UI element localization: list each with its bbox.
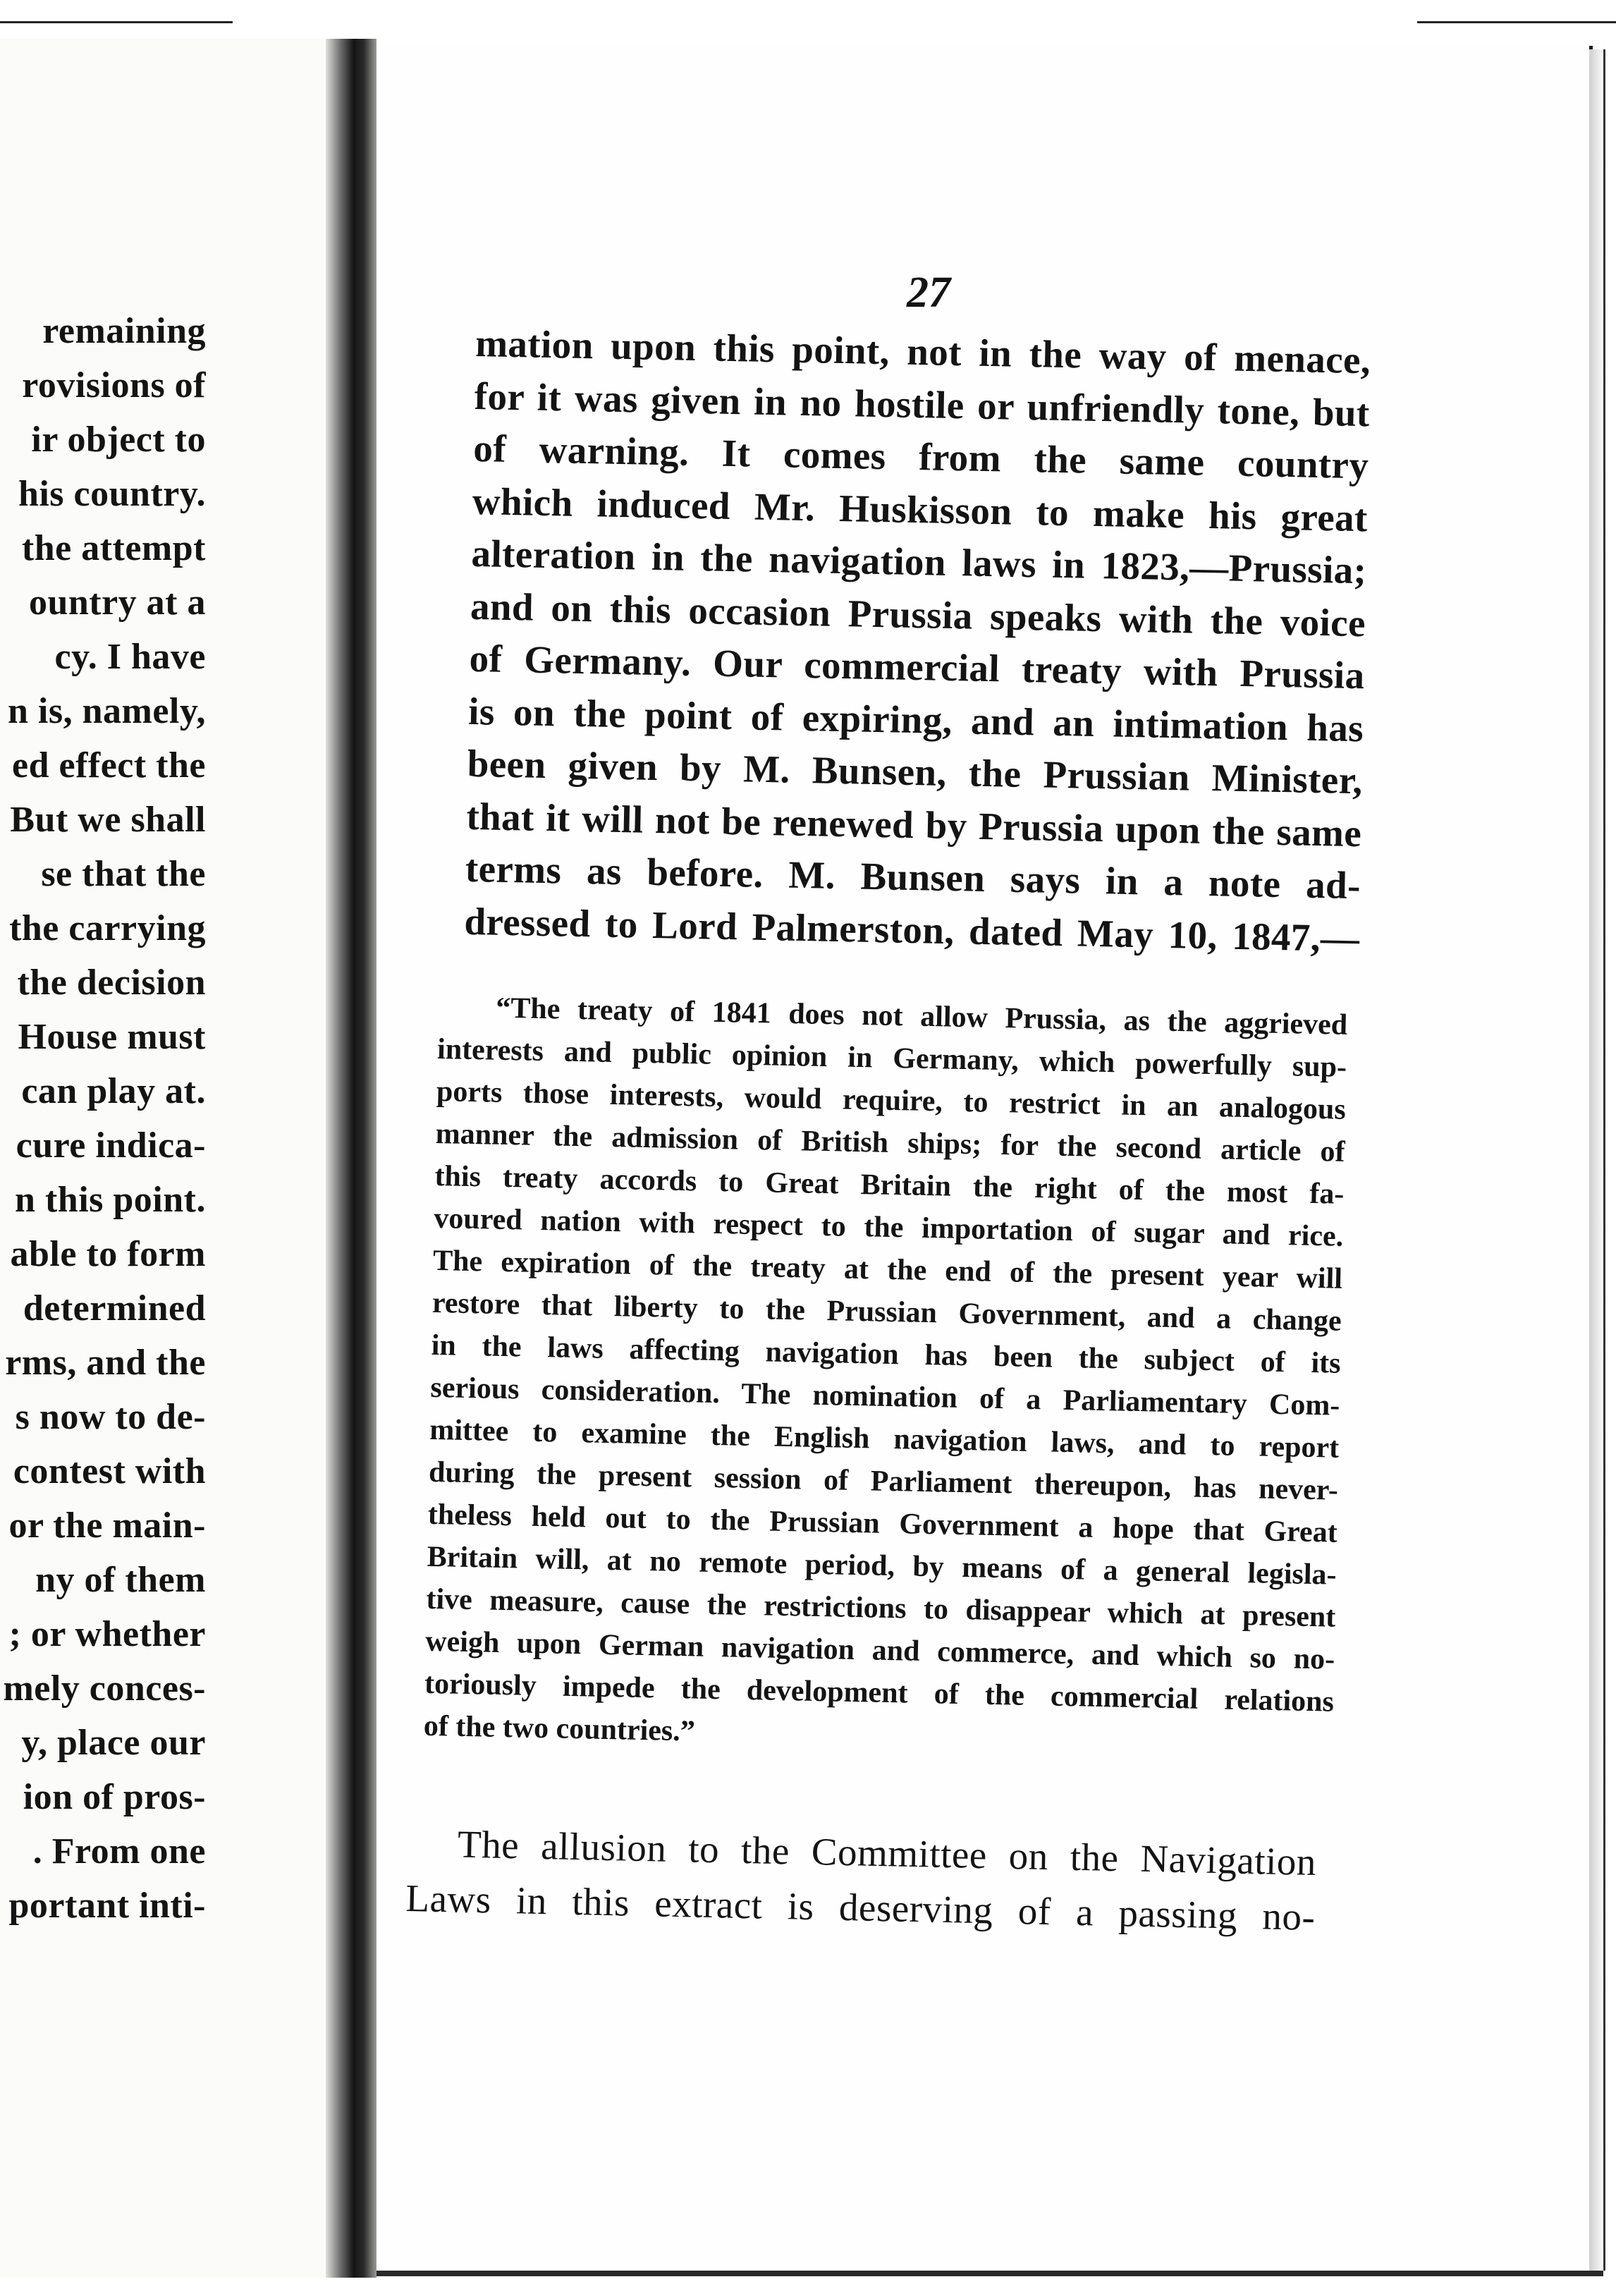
- left-line: remaining: [42, 311, 206, 351]
- body-line: alteration in the navigation laws in 1823,—Prussia;: [470, 531, 1367, 592]
- left-page: [0, 39, 326, 2278]
- left-line: contest with: [13, 1451, 206, 1491]
- quote-line: tive measure, cause the restrictions to disappear which at present: [426, 1582, 1336, 1634]
- body-paragraph: [464, 317, 1371, 965]
- body-line: that it will not be renewed by Prussia upon the same: [465, 794, 1362, 855]
- left-line: cure indica-: [16, 1125, 206, 1166]
- left-line: the attempt: [21, 528, 206, 568]
- closing-paragraph: [405, 1816, 1317, 1945]
- body-line: which induced Mr. Huskisson to make his great: [472, 479, 1369, 539]
- left-line: ny of them: [35, 1560, 206, 1600]
- page-number: 27: [907, 269, 950, 317]
- page-edge: [1589, 49, 1605, 2271]
- left-line: n is, namely,: [8, 691, 206, 731]
- left-line: ion of pros-: [23, 1777, 206, 1817]
- book-gutter-shadow: [326, 39, 377, 2278]
- body-line: of warning. It comes from the same country: [472, 426, 1369, 487]
- body-line: of Germany. Our commercial treaty with Prussia: [469, 636, 1366, 697]
- left-line: rovisions of: [22, 365, 206, 405]
- scan-frame-line-left: [0, 21, 233, 23]
- left-line: n this point.: [15, 1180, 206, 1220]
- left-line: se that the: [41, 854, 206, 894]
- page-bottom-edge: [377, 2271, 1603, 2276]
- left-line: ; or whether: [8, 1614, 206, 1654]
- quote-line: The expiration of the treaty at the end of the present year will: [432, 1244, 1343, 1295]
- quote-line: theless held out to the Prussian Government a hope that Great: [427, 1498, 1338, 1549]
- left-line: ountry at a: [28, 582, 206, 623]
- quote-line: weigh upon German navigation and commerce, and which so no-: [424, 1625, 1335, 1676]
- quote-line: toriously impede the development of the commercial relations: [424, 1667, 1335, 1718]
- left-line: the carrying: [9, 908, 206, 948]
- body-line: and on this occasion Prussia speaks with the voice: [470, 584, 1366, 645]
- quote-line: this treaty accords to Great Britain the right of the most fa-: [434, 1159, 1345, 1211]
- body-line: been given by M. Bunsen, the Prussian Minister,: [467, 741, 1364, 802]
- left-line: determined: [23, 1288, 206, 1329]
- quote-line: ports those interests, would require, to restrict in an analogous: [436, 1075, 1347, 1126]
- closing-line: Laws in this extract is deserving of a passing no-: [405, 1876, 1316, 1938]
- left-line: ir object to: [31, 420, 206, 460]
- left-line: rms, and the: [5, 1343, 206, 1383]
- quote-line: “The treaty of 1841 does not allow Prussia, as the aggrieved: [495, 991, 1348, 1042]
- body-line: dressed to Lord Palmerston, dated May 10, 1847,—: [463, 899, 1360, 960]
- quote-line: during the present session of Parliament thereupon, has never-: [428, 1455, 1339, 1507]
- left-line: cy. I have: [54, 637, 206, 677]
- left-line: mely conces-: [3, 1668, 206, 1709]
- scan-frame-top: [0, 0, 1616, 20]
- left-line: his country.: [18, 474, 206, 514]
- left-line: the decision: [17, 963, 206, 1003]
- quote-line: manner the admission of British ships; for the second article of: [435, 1117, 1345, 1168]
- body-line: is on the point of expiring, and an intimation has: [467, 689, 1364, 750]
- left-line: . From one: [32, 1831, 206, 1871]
- left-line: ed effect the: [11, 745, 206, 786]
- left-line: able to form: [10, 1234, 206, 1274]
- block-quote: [423, 986, 1347, 1766]
- closing-line: The allusion to the Committee on the Navigation: [457, 1822, 1317, 1884]
- left-line: y, place our: [21, 1723, 206, 1763]
- left-line: s now to de-: [15, 1397, 206, 1437]
- scan-frame-line-right: [1417, 21, 1616, 23]
- quote-line: interests and public opinion in Germany, which powerfully sup-: [436, 1032, 1347, 1084]
- left-line: House must: [18, 1017, 206, 1057]
- body-line: for it was given in no hostile or unfriendly tone, but: [474, 374, 1371, 434]
- quote-line: Britain will, at no remote period, by means of a general legisla-: [427, 1540, 1337, 1592]
- quote-line: serious consideration. The nomination of a Parliamentary Com-: [430, 1371, 1340, 1422]
- quote-line: voured nation with respect to the importation of sugar and rice.: [433, 1202, 1344, 1253]
- quote-line: of the two countries.”: [423, 1709, 696, 1748]
- left-line: or the main-: [8, 1506, 206, 1546]
- left-line: But we shall: [10, 800, 206, 840]
- body-line: mation upon this point, not in the way of menace,: [475, 321, 1371, 382]
- left-line: can play at.: [21, 1071, 206, 1111]
- quote-line: in the laws affecting navigation has been the subject of its: [431, 1329, 1341, 1380]
- left-line: portant inti-: [8, 1886, 206, 1926]
- body-line: terms as before. M. Bunsen says in a note ad-: [465, 846, 1361, 908]
- quote-line: mittee to examine the English navigation laws, and to report: [429, 1413, 1340, 1465]
- quote-line: restore that liberty to the Prussian Government, and a change: [431, 1286, 1342, 1338]
